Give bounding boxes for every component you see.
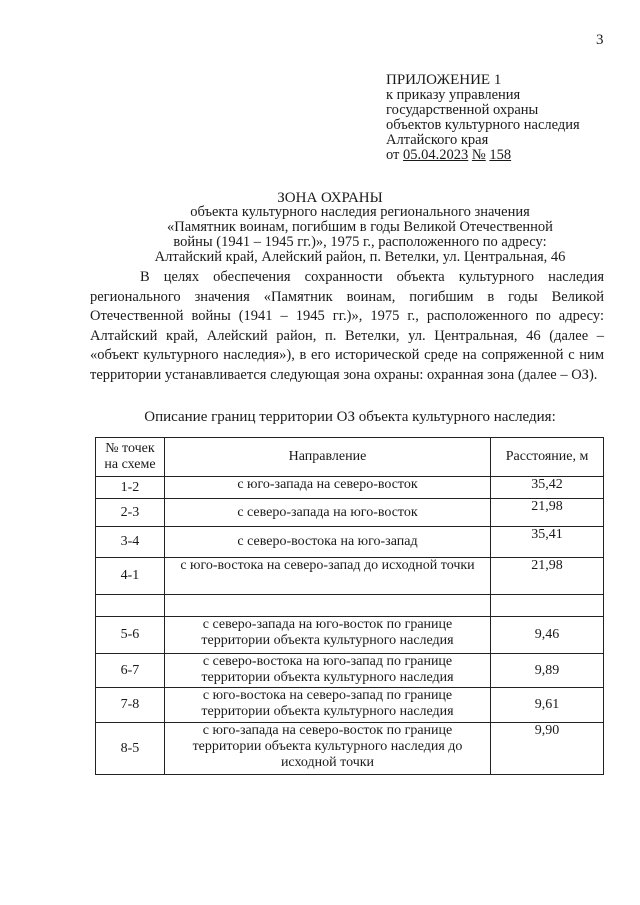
row-points: 7-8 [96,688,165,723]
row-direction: с северо-востока на юго-запад по границе территории объекта культурного наследия [164,654,490,688]
table-row [96,477,604,499]
header-points: № точек на схеме [96,438,165,477]
page-number: 3 [596,32,604,48]
order-date: 05.04.2023 [403,147,469,163]
body-paragraph: В целях обеспечения сохранности объекта культурного наследия регионального значения «Памятник воинам, погибшим в годы Великой Отечественной войны (1941 – 1945 гг.)», 1975 г., расположенного по адресу: Алтайский край, Алейский район, п. Ветелки, ул. Центральная, 46 (далее – «объект культурного наследия»), в его исторической среде на сопряженной с ним территории устанавливается следующая зона охраны: охранная зона (далее – ОЗ). [90,269,604,383]
table-header-row [96,438,604,477]
table-row [96,723,604,775]
order-number: 158 [489,147,512,163]
appendix-title: ПРИЛОЖЕНИЕ 1 [386,72,502,88]
table-row [96,617,604,654]
row-distance: 35,41 [491,527,604,558]
table-row [96,595,604,617]
subtitle-line: «Памятник воинам, погибшим в годы Великой Отечественной [167,219,553,235]
appendix-line: к приказу управления [386,87,521,103]
header-direction: Направление [164,438,490,477]
row-direction: с северо-запада на юго-восток [164,499,490,527]
table-row [96,527,604,558]
table-row [96,499,604,527]
row-distance: 35,42 [491,477,604,499]
row-direction: с северо-востока на юго-запад [164,527,490,558]
zone-subtitle [110,205,610,265]
row-distance: 9,46 [491,617,604,654]
subtitle-line: Алтайский край, Алейский район, п. Ветелки, ул. Центральная, 46 [154,249,566,265]
appendix-line: Алтайского края [386,132,489,148]
table-row [96,654,604,688]
row-direction: с юго-запада на северо-восток [164,477,490,499]
row-points: 1-2 [96,477,165,499]
row-points: 8-5 [96,723,165,775]
subtitle-line: войны (1941 – 1945 гг.)», 1975 г., расположенного по адресу: [173,234,547,250]
header-distance: Расстояние, м [491,438,604,477]
table-caption: Описание границ территории ОЗ объекта культурного наследия: [144,409,556,425]
row-direction: с северо-запада на юго-восток по границе территории объекта культурного наследия [164,617,490,654]
row-points: 6-7 [96,654,165,688]
table-row [96,558,604,595]
row-direction: с юго-востока на северо-запад до исходной точки [164,558,490,595]
boundaries-table [95,437,604,775]
row-distance: 21,98 [491,558,604,595]
table-row [96,688,604,723]
zone-title: ЗОНА ОХРАНЫ [277,190,383,206]
row-direction: с юго-востока на северо-запад по границе территории объекта культурного наследия [164,688,490,723]
row-points: 4-1 [96,558,165,595]
row-distance: 9,90 [491,723,604,775]
row-points: 3-4 [96,527,165,558]
row-distance: 9,89 [491,654,604,688]
appendix-line: объектов культурного наследия [386,117,580,133]
appendix-block [386,73,626,163]
appendix-date-line [386,148,626,163]
row-points [96,595,165,617]
appendix-line: государственной охраны [386,102,539,118]
row-distance: 9,61 [491,688,604,723]
subtitle-line: объекта культурного наследия регионального значения [190,204,530,220]
row-points: 5-6 [96,617,165,654]
row-direction: с юго-запада на северо-восток по границе территории объекта культурного наследия до исходной точки [164,723,490,775]
row-distance: 21,98 [491,499,604,527]
row-distance [491,595,604,617]
number-prefix: № [471,147,486,163]
row-direction [164,595,490,617]
date-prefix: от [386,147,400,163]
row-points: 2-3 [96,499,165,527]
